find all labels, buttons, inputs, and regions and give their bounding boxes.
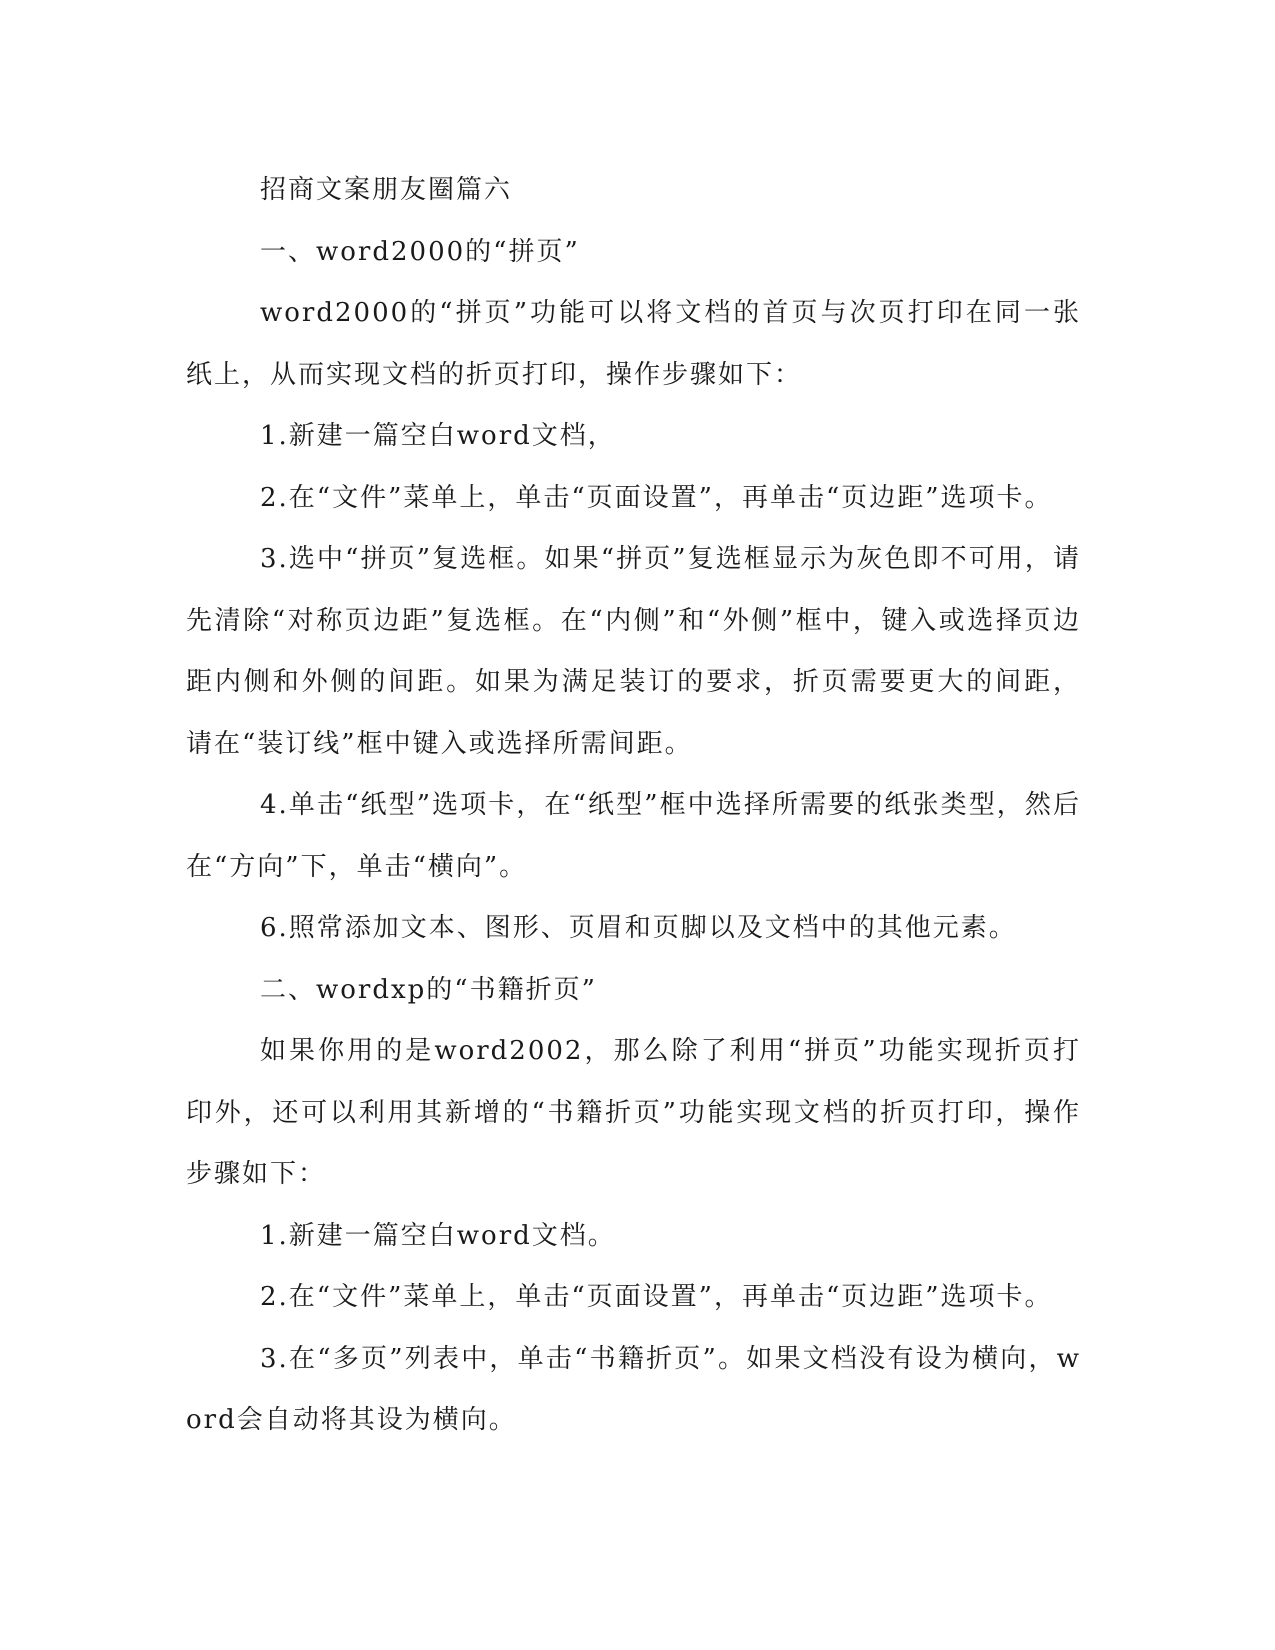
step-paragraph: 4.单击“纸型”选项卡，在“纸型”框中选择所需要的纸张类型，然后在“方向”下，单击“横向”。: [186, 790, 1081, 882]
step-paragraph: 6.照常添加文本、图形、页眉和页脚以及文档中的其他元素。: [260, 913, 1017, 943]
section-heading-2: 二、wordxp的“书籍折页”: [260, 974, 597, 1005]
body-paragraph: word2000的“拼页”功能可以将文档的首页与次页打印在同一张纸上，从而实现文档的折页打印，操作步骤如下：: [186, 298, 1081, 390]
step-paragraph: 1.新建一篇空白word文档。: [260, 1220, 616, 1251]
step-paragraph: 1.新建一篇空白word文档，: [260, 421, 616, 451]
body-paragraph: 如果你用的是word2002，那么除了利用“拼页”功能实现折页打印外，还可以利用其新增的“书籍折页”功能实现文档的折页打印，操作步骤如下：: [186, 1036, 1081, 1189]
document-title: 招商文案朋友圈篇六: [260, 175, 513, 205]
step-paragraph: 2.在“文件”菜单上，单击“页面设置”，再单击“页边距”选项卡。: [260, 1282, 1053, 1312]
step-paragraph: 3.选中“拼页”复选框。如果“拼页”复选框显示为灰色即不可用，请先清除“对称页边距”复选框。在“内侧”和“外侧”框中，键入或选择页边距内侧和外侧的间距。如果为满足装订的要求，折页需要更大的间距，请在“装订线”框中键入或选择所需间距。: [186, 544, 1081, 759]
section-heading-1: 一、word2000的“拼页”: [260, 236, 580, 267]
step-paragraph: 3.在“多页”列表中，单击“书籍折页”。如果文档没有设为横向，word会自动将其设为横向。: [186, 1343, 1081, 1435]
step-paragraph: 2.在“文件”菜单上，单击“页面设置”，再单击“页边距”选项卡。: [260, 482, 1053, 513]
document-body: [186, 160, 1081, 1452]
